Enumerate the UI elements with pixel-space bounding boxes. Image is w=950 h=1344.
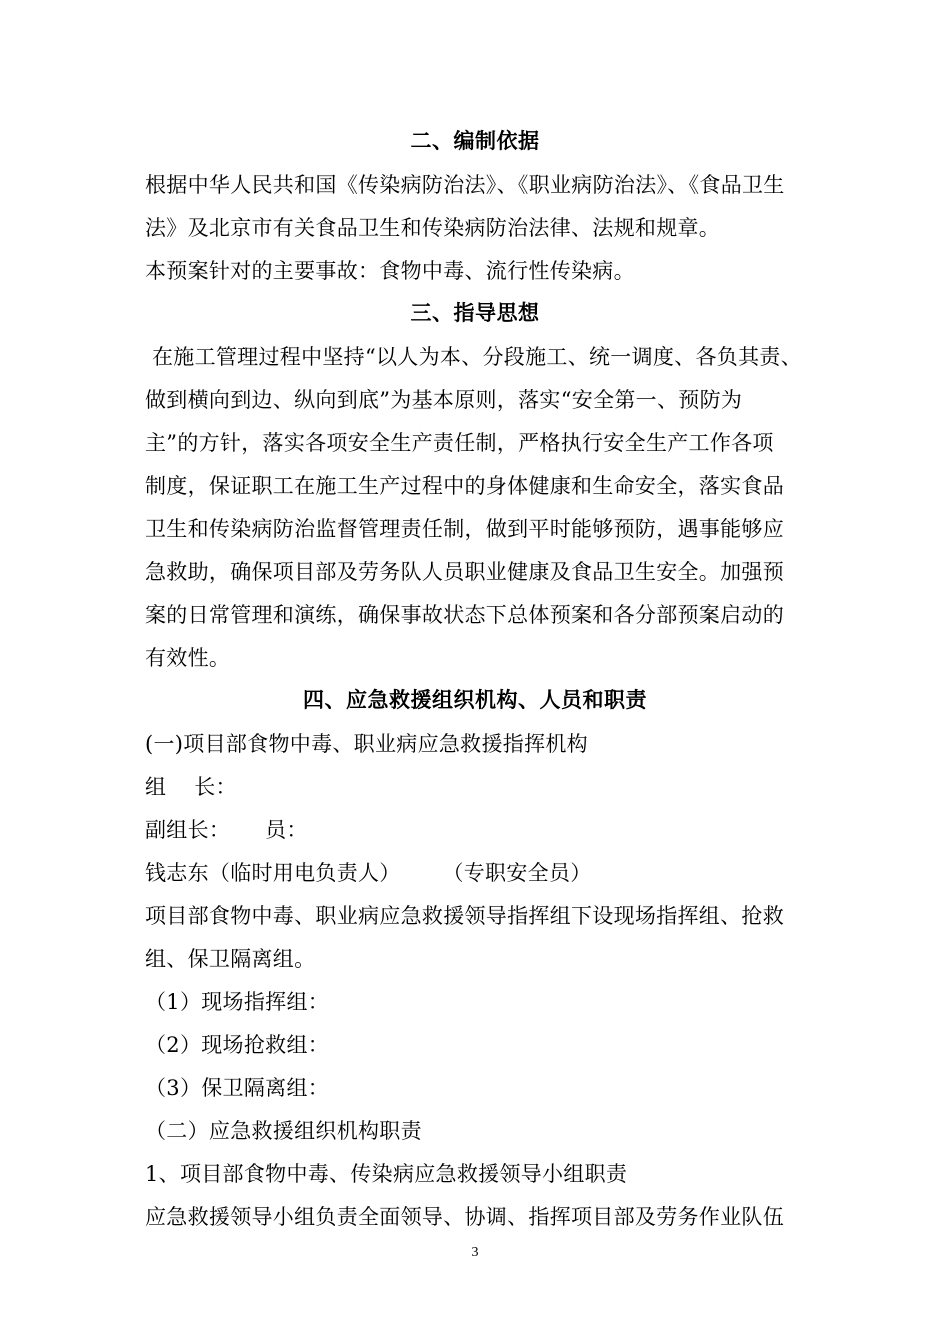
paragraph-line: 根据中华人民共和国《传染病防治法》、《职业病防治法》、《食品卫生	[145, 173, 785, 197]
list-item: （2）现场抢救组：	[145, 1033, 330, 1057]
paragraph-line: 制度，保证职工在施工生产过程中的身体健康和生命安全，落实食品	[145, 474, 784, 498]
paragraph-line: 急救助，确保项目部及劳务队人员职业健康及食品卫生安全。加强预	[145, 560, 784, 584]
member-line: 钱志东（临时用电负责人） （专职安全员）	[145, 861, 592, 885]
paragraph-line: 应急救援领导小组负责全面领导、协调、指挥项目部及劳务作业队伍	[145, 1205, 784, 1229]
paragraph-line: 主”的方针，落实各项安全生产责任制，严格执行安全生产工作各项	[145, 431, 774, 455]
section-heading-guidance: 三、指导思想	[410, 301, 540, 325]
paragraph-line: 组、保卫隔离组。	[145, 947, 316, 971]
paragraph-line: 1、项目部食物中毒、传染病应急救援领导小组职责	[145, 1162, 628, 1186]
paragraph-line: 案的日常管理和演练，确保事故状态下总体预案和各分部预案启动的	[145, 603, 784, 627]
paragraph-line: 有效性。	[145, 646, 231, 670]
section-heading-organization: 四、应急救援组织机构、人员和职责	[303, 688, 647, 712]
paragraph-line: (一)项目部食物中毒、职业病应急救援指挥机构	[145, 732, 588, 756]
page-number: 3	[471, 1245, 479, 1260]
team-leader-line: 组 长：	[145, 775, 237, 799]
section-heading-basis: 二、编制依据	[410, 129, 540, 153]
paragraph-line: 卫生和传染病防治监督管理责任制，做到平时能够预防，遇事能够应	[145, 517, 784, 541]
subsection-heading: （二）应急救援组织机构职责	[145, 1119, 422, 1143]
paragraph-line: 在施工管理过程中坚持“以人为本、分段施工、统一调度、各负其责、	[145, 345, 803, 369]
deputy-leader-line: 副组长： 员：	[145, 818, 308, 842]
paragraph-line: 做到横向到边、纵向到底”为基本原则，落实“安全第一、预防为	[145, 388, 743, 412]
list-item: （3）保卫隔离组：	[145, 1076, 330, 1100]
paragraph-line: 项目部食物中毒、职业病应急救援领导指挥组下设现场指挥组、抢救	[145, 904, 784, 928]
paragraph-line: 法》及北京市有关食品卫生和传染病防治法律、法规和规章。	[145, 216, 721, 240]
list-item: （1）现场指挥组：	[145, 990, 330, 1014]
paragraph-line: 本预案针对的主要事故：食物中毒、流行性传染病。	[145, 259, 635, 283]
